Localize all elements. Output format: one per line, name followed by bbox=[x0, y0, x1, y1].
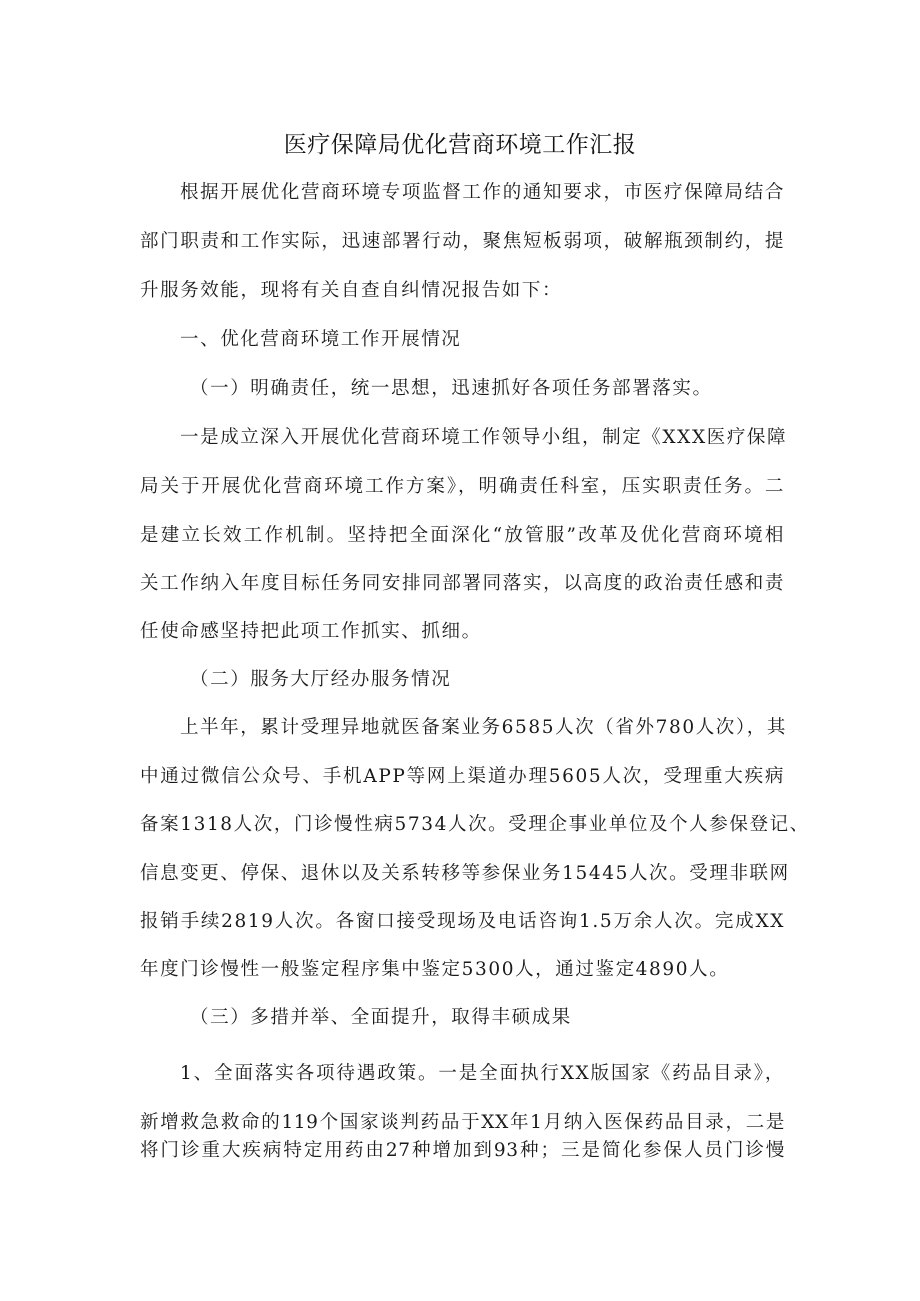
paragraph-line: 任使命感坚持把此项工作抓实、抓细。 bbox=[140, 621, 482, 642]
subsection-heading: （三）多措并举、全面提升，取得丰硕成果 bbox=[190, 1007, 572, 1028]
paragraph-line: 部门职责和工作实际，迅速部署行动，聚焦短板弱项，破解瓶颈制约，提 bbox=[140, 231, 785, 252]
paragraph-line: 信息变更、停保、退休以及关系转移等参保业务15445人次。受理非联网 bbox=[140, 863, 790, 884]
paragraph-line: 一是成立深入开展优化营商环境工作领导小组，制定《XXX医疗保障 bbox=[180, 427, 788, 448]
paragraph-line: 是建立长效工作机制。坚持把全面深化“放管服”改革及优化营商环境相 bbox=[140, 525, 785, 546]
paragraph-line: 备案1318人次，门诊慢性病5734人次。受理企事业单位及个人参保登记、 bbox=[140, 814, 810, 835]
paragraph-line: 将门诊重大疾病特定用药由27种增加到93种；三是简化参保人员门诊慢 bbox=[140, 1140, 785, 1161]
paragraph-line: 1、全面落实各项待遇政策。一是全面执行XX版国家《药品目录》， bbox=[180, 1063, 785, 1084]
paragraph-line: 上半年，累计受理异地就医备案业务6585人次（省外780人次），其 bbox=[180, 717, 787, 738]
subsection-heading: （一）明确责任，统一思想，迅速抓好各项任务部署落实。 bbox=[190, 378, 713, 399]
paragraph-line: 升服务效能，现将有关自查自纠情况报告如下： bbox=[140, 280, 563, 301]
paragraph-line: 年度门诊慢性一般鉴定程序集中鉴定5300人，通过鉴定4890人。 bbox=[140, 959, 730, 980]
document-title: 医疗保障局优化营商环境工作汇报 bbox=[283, 132, 637, 158]
subsection-heading: （二）服务大厅经办服务情况 bbox=[190, 669, 452, 690]
paragraph-line: 关工作纳入年度目标任务同安排同部署同落实，以高度的政治责任感和责 bbox=[140, 573, 785, 594]
paragraph-line: 新增救急救命的119个国家谈判药品于XX年1月纳入医保药品目录，二是 bbox=[140, 1112, 785, 1133]
paragraph-line: 局关于开展优化营商环境工作方案》，明确责任科室，压实职责任务。二 bbox=[140, 476, 785, 497]
paragraph-line: 报销手续2819人次。各窗口接受现场及电话咨询1.5万余人次。完成XX bbox=[140, 911, 785, 932]
section-heading: 一、优化营商环境工作开展情况 bbox=[180, 329, 462, 350]
paragraph-line: 中通过微信公众号、手机APP等网上渠道办理5605人次，受理重大疾病 bbox=[140, 766, 785, 787]
paragraph-line: 根据开展优化营商环境专项监督工作的通知要求，市医疗保障局结合 bbox=[180, 182, 785, 203]
